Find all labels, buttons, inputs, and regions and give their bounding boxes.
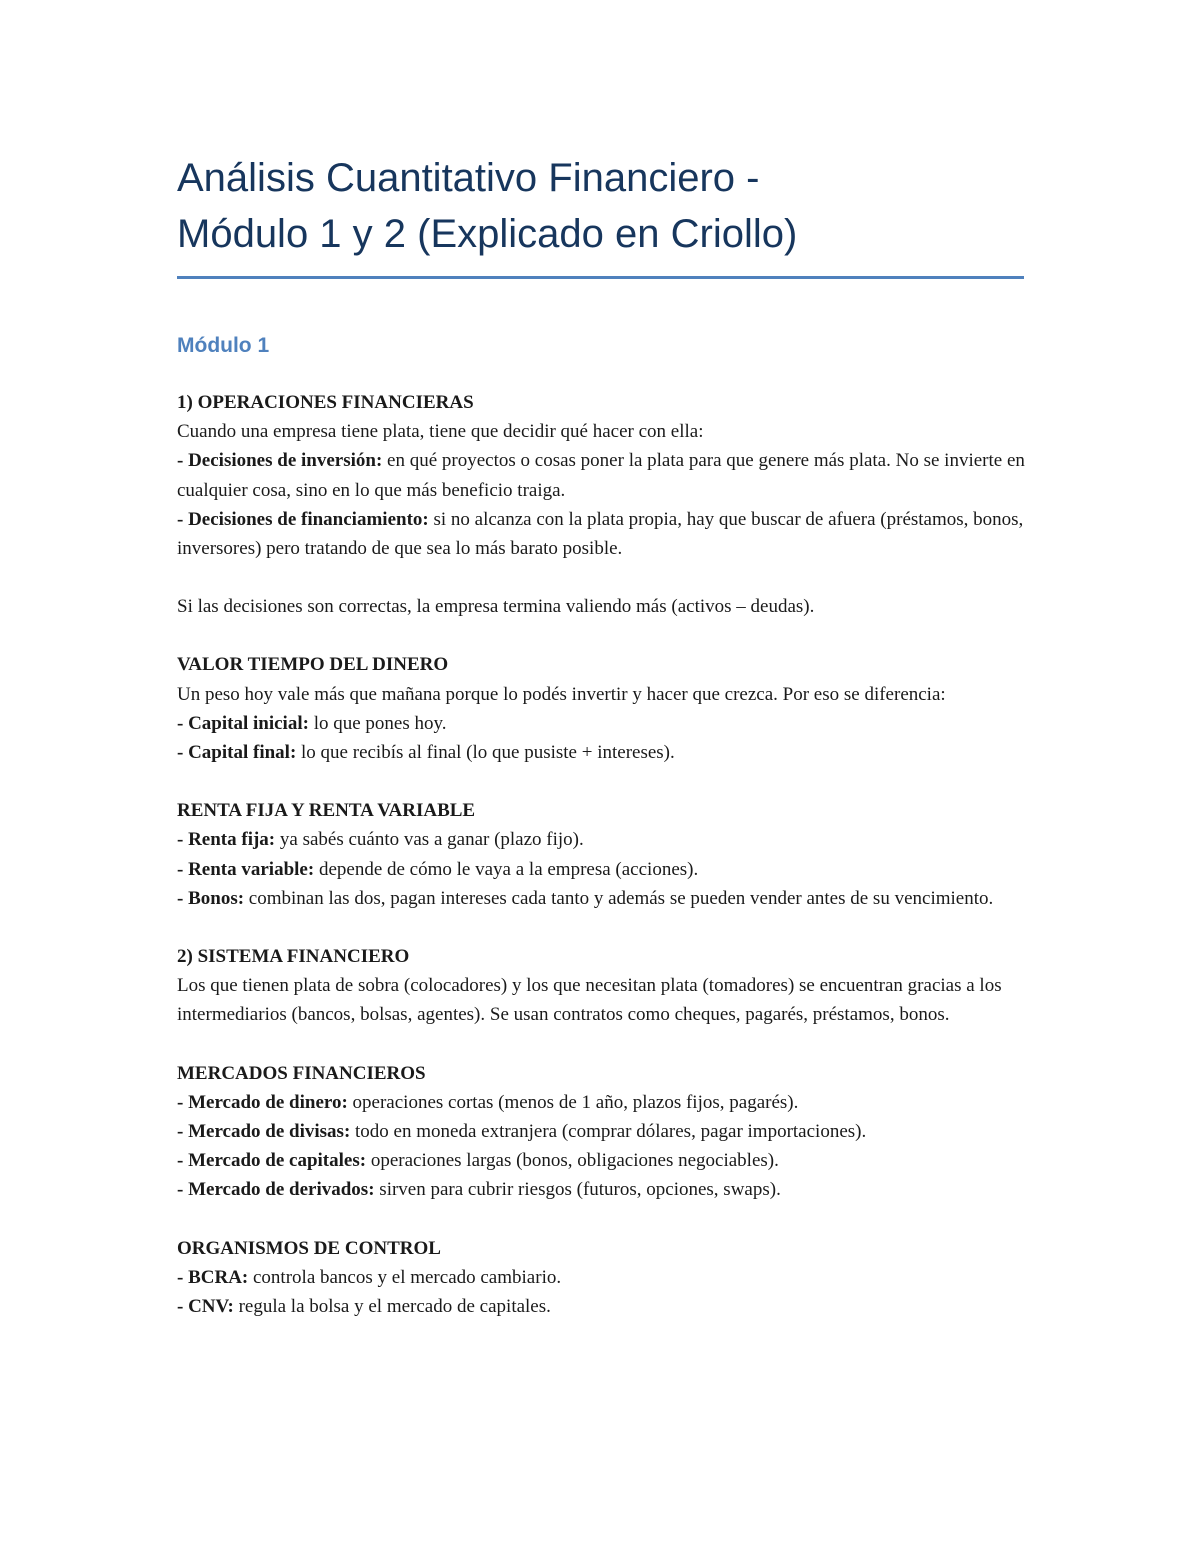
document-body (177, 388, 1025, 1321)
list-item (177, 1088, 1025, 1117)
section-valor-tiempo (177, 650, 1025, 767)
list-item (177, 825, 1025, 854)
item-label: - Capital inicial: (177, 712, 309, 734)
list-item (177, 1175, 1025, 1204)
item-text: controla bancos y el mercado cambiario. (248, 1266, 562, 1288)
item-text: operaciones largas (bonos, obligaciones negociables). (366, 1150, 779, 1172)
title-line-1: Análisis Cuantitativo Financiero - (177, 156, 760, 200)
section-operaciones (177, 388, 1025, 563)
paragraph: Cuando una empresa tiene plata, tiene que decidir qué hacer con ella: (177, 421, 704, 443)
section-heading: ORGANISMOS DE CONTROL (177, 1237, 441, 1259)
module-heading: Módulo 1 (177, 334, 270, 357)
list-item (177, 855, 1025, 884)
section-mercados (177, 1059, 1025, 1205)
item-text: todo en moneda extranjera (comprar dólares, pagar importaciones). (350, 1121, 867, 1143)
document-page (177, 150, 1025, 1321)
item-label: - Capital final: (177, 742, 297, 764)
title-underline-divider (177, 276, 1024, 279)
section-heading: MERCADOS FINANCIEROS (177, 1062, 426, 1084)
document-title (177, 150, 1025, 262)
item-text: operaciones cortas (menos de 1 año, plazos fijos, pagarés). (347, 1091, 799, 1113)
item-label: - Renta fija: (177, 829, 276, 851)
section-heading: RENTA FIJA Y RENTA VARIABLE (177, 800, 476, 822)
item-label: - BCRA: (177, 1266, 249, 1288)
list-item (177, 1263, 1025, 1292)
item-label: - Decisiones de inversión: (177, 450, 383, 472)
item-label: - Mercado de dinero: (177, 1091, 348, 1113)
section-heading: 2) SISTEMA FINANCIERO (177, 946, 410, 968)
list-item (177, 884, 1025, 913)
list-item (177, 1146, 1025, 1175)
item-label: - Bonos: (177, 887, 245, 909)
item-text: sirven para cubrir riesgos (futuros, opciones, swaps). (374, 1179, 781, 1201)
section-renta (177, 796, 1025, 913)
item-text: lo que pones hoy. (308, 712, 447, 734)
item-label: - Decisiones de financiamiento: (177, 508, 429, 530)
item-label: - Mercado de capitales: (177, 1150, 367, 1172)
item-text: regula la bolsa y el mercado de capitales. (233, 1296, 551, 1318)
section-heading: 1) OPERACIONES FINANCIERAS (177, 392, 474, 413)
section-sistema (177, 942, 1025, 1030)
section-organismos (177, 1234, 1025, 1322)
item-text: si no alcanza con la plata propia, hay que buscar de afuera (préstamos, bonos, inversores) pero tratando de que sea lo más barato posible. (177, 508, 1024, 560)
item-text: depende de cómo le vaya a la empresa (acciones). (314, 858, 699, 880)
item-text: combinan las dos, pagan intereses cada tanto y además se pueden vender antes de su vencimiento. (244, 887, 994, 909)
paragraph: Un peso hoy vale más que mañana porque lo podés invertir y hacer que crezca. Por eso se diferencia: (177, 683, 946, 705)
item-label: - CNV: (177, 1296, 234, 1318)
item-text: en qué proyectos o cosas poner la plata para que genere más plata. No se invierte en cualquier cosa, sino en lo que más beneficio traiga. (177, 450, 1025, 501)
item-text: lo que recibís al final (lo que pusiste + intereses). (296, 742, 675, 764)
section-heading: VALOR TIEMPO DEL DINERO (177, 654, 449, 676)
list-item (177, 505, 1025, 563)
paragraph: Si las decisiones son correctas, la empresa termina valiendo más (activos – deudas). (177, 596, 815, 618)
list-item (177, 1117, 1025, 1146)
item-label: - Renta variable: (177, 858, 315, 880)
item-text: ya sabés cuánto vas a ganar (plazo fijo). (275, 829, 584, 851)
list-item (177, 738, 1025, 767)
section-conclusion (177, 592, 1025, 621)
paragraph: Los que tienen plata de sobra (colocadores) y los que necesitan plata (tomadores) se encuentran gracias a los intermediarios (bancos, bolsas, agentes). Se usan contratos como cheques, pagarés, préstamos, bonos. (177, 975, 1002, 1026)
title-line-2: Módulo 1 y 2 (Explicado en Criollo) (177, 212, 798, 256)
item-label: - Mercado de divisas: (177, 1121, 351, 1143)
list-item (177, 709, 1025, 738)
item-label: - Mercado de derivados: (177, 1179, 375, 1201)
list-item (177, 1292, 1025, 1321)
list-item (177, 446, 1025, 504)
